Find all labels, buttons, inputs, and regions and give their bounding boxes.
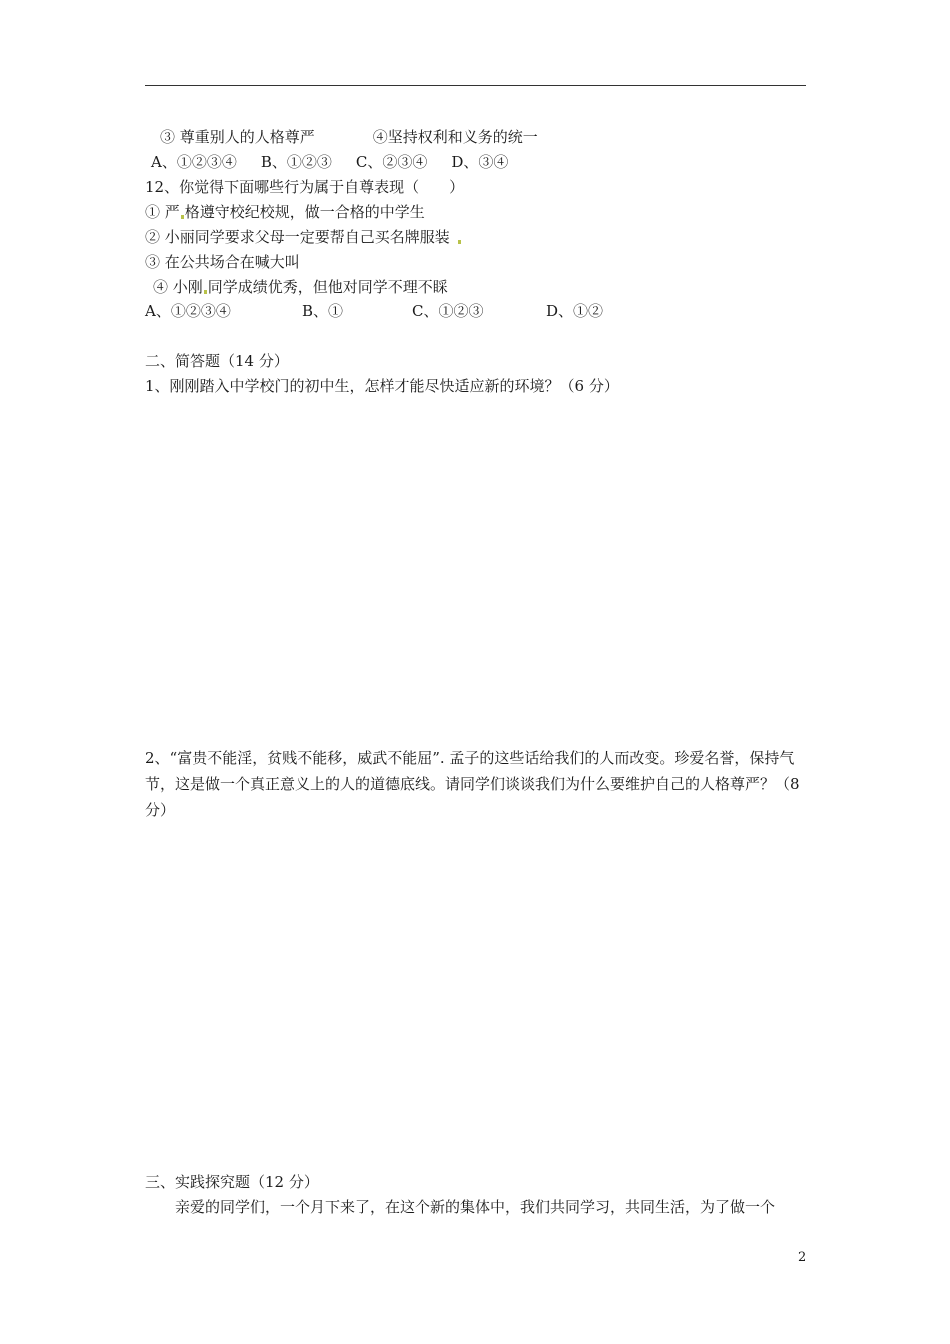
q12-item-2 <box>145 227 462 247</box>
q12-option-c: C、①②③ <box>412 302 484 320</box>
q11-option-d: D、③④ <box>451 153 509 171</box>
q12-option-b: B、① <box>302 302 344 320</box>
section-3-heading: 三、实践探究题（12 分） <box>145 1173 319 1191</box>
q12-option-d: D、①② <box>546 302 604 320</box>
q12-item-1 <box>145 202 425 222</box>
edit-mark <box>458 240 461 244</box>
q11-option-b: B、①②③ <box>260 153 332 171</box>
section-3-intro: 亲爱的同学们，一个月下来了，在这个新的集体中，我们共同学习，共同生活，为了做一个 <box>175 1198 776 1216</box>
q11-option-c: C、②③④ <box>355 153 428 171</box>
header-rule <box>145 85 806 86</box>
edit-mark <box>204 290 207 294</box>
q11-item-4: ④坚持权利和义务的统一 <box>372 128 538 146</box>
q12-item-3: ③ 在公共场合在喊大叫 <box>145 253 300 271</box>
q12-item-4-start: ④ 小刚 <box>153 278 203 296</box>
q12-item-4-end: 同学成绩优秀，但他对同学不理不睬 <box>207 278 448 296</box>
section-2-heading: 二、简答题（14 分） <box>145 352 289 370</box>
q12-option-a: A、①②③④ <box>145 302 231 320</box>
q12-item-2-text: ② 小丽同学要求父母一定要帮自己买名牌服装 <box>145 228 450 246</box>
q12-stem: 12、你觉得下面哪些行为属于自尊表现（ ） <box>145 178 465 196</box>
edit-mark <box>181 215 184 219</box>
section-2-question-2: 2、“富贵不能淫，贫贱不能移，威武不能屈”. 孟子的这些话给我们的人而改变。珍爱名誉，保持气节，这是做一个真正意义上的人的道德底线。请同学们谈谈我们为什么要维护自己的人格尊严？（8 分） <box>145 749 800 819</box>
q11-option-a: A、①②③④ <box>151 153 237 171</box>
q12-options-row <box>145 301 603 321</box>
q11-items-row <box>160 127 538 147</box>
q11-item-3: ③ 尊重别人的人格尊严 <box>160 128 315 146</box>
q12-item-1-end: 格遵守校纪校规，做一合格的中学生 <box>184 203 425 221</box>
q12-item-1-start: ① 严 <box>145 203 180 221</box>
q11-options-row <box>151 152 508 172</box>
page-number: 2 <box>798 1250 807 1265</box>
q12-item-4 <box>153 277 448 297</box>
section-2-question-1: 1、刚刚踏入中学校门的初中生，怎样才能尽快适应新的环境？（6 分） <box>145 377 619 395</box>
